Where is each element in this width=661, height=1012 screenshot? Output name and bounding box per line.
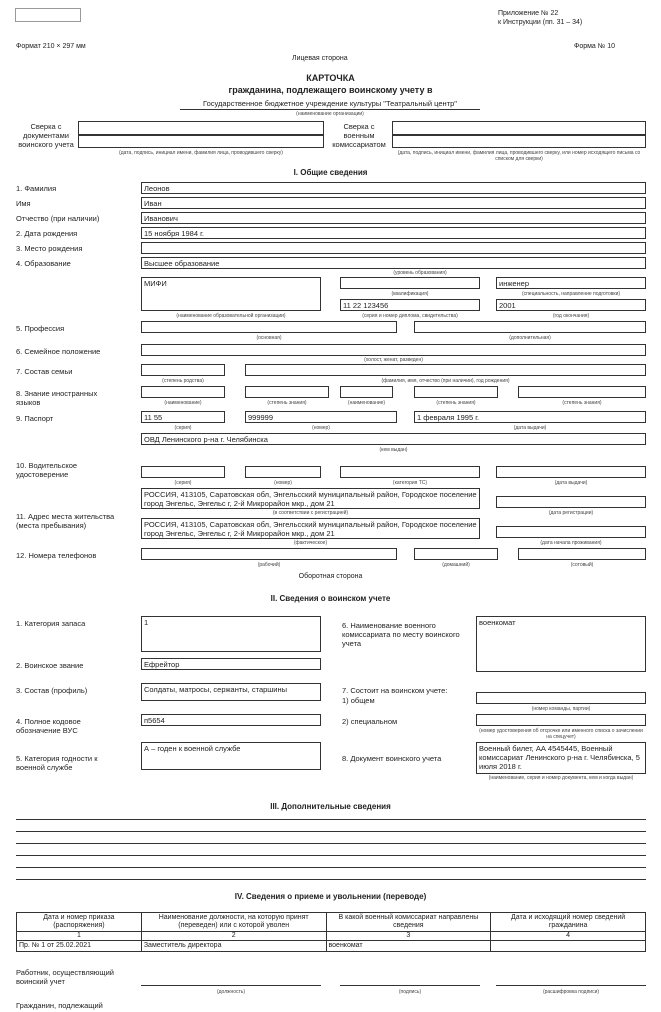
- education-field[interactable]: Высшее образование: [141, 257, 646, 269]
- education-label: 4. Образование: [16, 259, 71, 268]
- qualification-hint: (квалификация): [391, 291, 429, 297]
- license-category-field[interactable]: [340, 466, 480, 478]
- specialty-field[interactable]: инженер: [496, 277, 646, 289]
- table-number-row: [17, 932, 646, 941]
- family-name-field[interactable]: [245, 364, 646, 376]
- organization-hint: (наименование организации): [296, 111, 364, 117]
- profession-label: 5. Профессия: [16, 324, 65, 333]
- format-label: Формат 210 × 297 мм: [16, 43, 86, 50]
- back-side-label: Оборотная сторона: [298, 573, 363, 580]
- reg-date-hint: (дата регистрации): [548, 510, 594, 516]
- lang2-name-hint: (наименование): [347, 400, 386, 406]
- profession-main-field[interactable]: [141, 321, 397, 333]
- languages-label: 8. Знание иностранных языков: [16, 389, 98, 407]
- check-commissariat-hint: (дата, подпись, инициал имени, фамилия лица, проводившего сверку, или номер исходящего письма со списком для сверки): [397, 150, 641, 162]
- additional-line-4[interactable]: [16, 855, 646, 856]
- family-name-hint: (фамилия, имя, отчество (при наличии), год рождения): [381, 378, 510, 384]
- special-label: 2) специальном: [342, 717, 398, 726]
- lang1-name-field[interactable]: [141, 386, 225, 398]
- vus-label: 4. Полное кодовое обозначение ВУС: [16, 717, 81, 735]
- table-cell[interactable]: военкомат: [326, 941, 491, 952]
- diploma-field[interactable]: 11 22 123456: [340, 299, 480, 311]
- officer-position-hint: (должность): [216, 989, 246, 995]
- birthdate-label: 2. Дата рождения: [16, 229, 78, 238]
- passport-series-field[interactable]: 11 55: [141, 411, 225, 423]
- rank-label: 2. Воинское звание: [16, 661, 84, 670]
- family-label: 7. Состав семьи: [16, 367, 73, 376]
- officer-name-hint: (расшифровка подписи): [542, 989, 600, 995]
- address-label: 11. Адрес места жительства (места пребывания): [16, 512, 115, 530]
- family-relation-field[interactable]: [141, 364, 225, 376]
- phone-mobile-field[interactable]: [518, 548, 646, 560]
- license-number-hint: (номер): [274, 480, 292, 486]
- license-series-hint: (серия): [174, 480, 192, 486]
- employment-table: [16, 912, 646, 952]
- card-title: КАРТОЧКА: [306, 73, 355, 83]
- license-series-field[interactable]: [141, 466, 225, 478]
- passport-issuer-field[interactable]: ОВД Ленинского р-на г. Челябинска: [141, 433, 646, 445]
- team-hint: (номер команды, партии): [531, 706, 591, 712]
- passport-number-field[interactable]: 999999: [245, 411, 397, 423]
- front-side-label: Лицевая сторона: [292, 55, 348, 62]
- birthplace-label: 3. Место рождения: [16, 244, 83, 253]
- staff-field[interactable]: Солдаты, матросы, сержанты, старшины: [141, 683, 321, 701]
- section2-title: II. Сведения о воинском учете: [270, 594, 391, 603]
- reg-date-field[interactable]: [496, 496, 646, 508]
- card-subtitle: гражданина, подлежащего воинскому учету в: [228, 85, 433, 95]
- column-number: 2: [141, 932, 326, 941]
- qualification-field[interactable]: [340, 277, 480, 289]
- license-number-field[interactable]: [245, 466, 321, 478]
- marital-label: 6. Семейное положение: [16, 347, 101, 356]
- lang1-level-field[interactable]: [245, 386, 329, 398]
- column-number: 1: [17, 932, 142, 941]
- lang1-level-hint: (степень знания): [267, 400, 307, 406]
- license-date-hint: (дата выдачи): [554, 480, 588, 486]
- check-commissariat-label: Сверка с военным комиссариатом: [332, 122, 386, 149]
- actual-date-field[interactable]: [496, 526, 646, 538]
- surname-label: 1. Фамилия: [16, 184, 57, 193]
- officer-position-line[interactable]: [141, 985, 321, 986]
- additional-line-2[interactable]: [16, 831, 646, 832]
- phone-work-field[interactable]: [141, 548, 397, 560]
- appendix-line2: к Инструкции (пп. 31 – 34): [498, 19, 583, 26]
- surname-field[interactable]: Леонов: [141, 182, 646, 194]
- military-doc-field[interactable]: Военный билет, АА 4545445, Военный комиссариат Ленинского р-на г. Челябинска, 5 июля 2018 г.: [476, 742, 646, 774]
- additional-line-5[interactable]: [16, 867, 646, 868]
- name-field[interactable]: Иван: [141, 197, 646, 209]
- grad-year-hint: (год окончания): [552, 313, 590, 319]
- patronymic-label: Отчество (при наличии): [16, 214, 100, 223]
- category-field[interactable]: 1: [141, 616, 321, 652]
- lang1-name-hint: (наименование): [164, 400, 202, 406]
- column-header: Наименование должности, на которую принят (переведен) или с которой уволен: [141, 913, 326, 932]
- reg-address-hint: (в соответствии с регистрацией): [272, 510, 349, 516]
- passport-label: 9. Паспорт: [16, 414, 54, 423]
- column-header: В какой военный комиссариат направлены сведения: [326, 913, 491, 932]
- lang2-level-hint: (степень знания): [436, 400, 476, 406]
- license-category-hint: (категория ТС): [392, 480, 428, 486]
- additional-line-6[interactable]: [16, 879, 646, 880]
- stamp-box: [15, 8, 81, 22]
- vus-field[interactable]: п5654: [141, 714, 321, 726]
- general-label: 1) общем: [342, 696, 375, 705]
- lang3-level-hint: (степень знания): [562, 400, 602, 406]
- table-row: [17, 941, 646, 952]
- diploma-hint: (серия и номер диплома, свидетельства): [362, 313, 458, 319]
- column-header: Дата и номер приказа (распоряжения): [17, 913, 142, 932]
- commissariat-field[interactable]: военкомат: [476, 616, 646, 672]
- team-field[interactable]: [476, 692, 646, 704]
- phone-label: 12. Номера телефонов: [16, 551, 97, 560]
- specialty-hint: (специальность, направление подготовки): [521, 291, 621, 297]
- education-hint: (уровень образования): [393, 270, 447, 276]
- additional-line-3[interactable]: [16, 843, 646, 844]
- column-number: 4: [491, 932, 646, 941]
- organization-name: Государственное бюджетное учреждение культуры "Театральный центр": [180, 98, 480, 110]
- birthdate-field[interactable]: 15 ноября 1984 г.: [141, 227, 646, 239]
- table-cell[interactable]: Заместитель директора: [141, 941, 326, 952]
- military-doc-label: 8. Документ воинского учета: [342, 754, 442, 763]
- license-date-field[interactable]: [496, 466, 646, 478]
- officer-sign-hint: (подпись): [398, 989, 422, 995]
- check-docs-hint: (дата, подпись, инициал имени, фамилия лица, проводившего сверку): [119, 150, 283, 156]
- actual-address-hint: (фактическое): [293, 540, 328, 546]
- form-number: Форма № 10: [574, 43, 615, 50]
- appendix-line1: Приложение № 22: [498, 10, 559, 17]
- phone-home-field[interactable]: [414, 548, 498, 560]
- check-commissariat-field-2[interactable]: [392, 135, 646, 148]
- table-cell[interactable]: [491, 941, 646, 952]
- birthplace-field[interactable]: [141, 242, 646, 254]
- staff-label: 3. Состав (профиль): [16, 686, 88, 695]
- check-commissariat-field[interactable]: [392, 121, 646, 135]
- military-doc-hint: (наименование, серия и номер документа, кем и когда выдан): [488, 775, 634, 781]
- fitness-label: 5. Категория годности к военной службе: [16, 754, 98, 772]
- passport-issuer-hint: (кем выдан): [379, 447, 408, 453]
- marital-field[interactable]: [141, 344, 646, 356]
- institution-hint: (наименование образовательной организации): [176, 313, 286, 319]
- reg-address-field[interactable]: РОССИЯ, 413105, Саратовская обл, Энгельсский муниципальный район, Городское поселение город Энгельс, Энгельс г, 2-й Микрорайон мкр., дом 21: [141, 488, 480, 509]
- phone-home-hint: (домашний): [442, 562, 470, 568]
- commissariat-label: 6. Наименование военного комиссариата по месту воинского учета: [342, 621, 460, 648]
- special-reg-label: 7. Состоит на воинском учете:: [342, 686, 448, 695]
- section3-title: III. Дополнительные сведения: [270, 802, 391, 811]
- actual-date-hint: (дата начала проживания): [540, 540, 602, 546]
- phone-work-hint: (рабочий): [257, 562, 281, 568]
- additional-line-1[interactable]: [16, 819, 646, 820]
- grad-year-field[interactable]: 2001: [496, 299, 646, 311]
- patronymic-field[interactable]: Иванович: [141, 212, 646, 224]
- check-docs-label: Сверка с документами воинского учета: [18, 122, 74, 149]
- profession-extra-hint: (дополнительная): [509, 335, 551, 341]
- category-label: 1. Категория запаса: [16, 619, 86, 628]
- license-label: 10. Водительское удостоверение: [16, 461, 78, 479]
- passport-number-hint: (номер): [312, 425, 330, 431]
- actual-address-field[interactable]: РОССИЯ, 413105, Саратовская обл, Энгельсский муниципальный район, Городское поселение город Энгельс, Энгельс г, 2-й Микрорайон мкр., дом 21: [141, 518, 480, 539]
- column-number: 3: [326, 932, 491, 941]
- lang3-level-field[interactable]: [518, 386, 646, 398]
- section4-title: IV. Сведения о приеме и увольнении (переводе): [234, 892, 427, 901]
- officer-sign-line[interactable]: [340, 985, 480, 986]
- lang2-level-field[interactable]: [414, 386, 498, 398]
- table-header-row: [17, 913, 646, 932]
- check-docs-field[interactable]: [78, 121, 324, 135]
- column-header: Дата и исходящий номер сведений гражданина: [491, 913, 646, 932]
- lang2-name-field[interactable]: [340, 386, 393, 398]
- table-cell[interactable]: Пр. № 1 от 25.02.2021: [17, 941, 142, 952]
- institution-field[interactable]: МИФИ: [141, 277, 321, 311]
- special-field[interactable]: [476, 714, 646, 726]
- passport-date-field[interactable]: 1 февраля 1995 г.: [414, 411, 646, 423]
- profession-main-hint: (основная): [256, 335, 282, 341]
- phone-mobile-hint: (сотовый): [570, 562, 594, 568]
- officer-name-line[interactable]: [496, 985, 646, 986]
- citizen-label: Гражданин, подлежащий: [16, 1001, 103, 1010]
- section1-title: I. Общие сведения: [293, 168, 368, 177]
- rank-field[interactable]: Ефрейтор: [141, 658, 321, 670]
- passport-date-hint: (дата выдачи): [513, 425, 547, 431]
- profession-extra-field[interactable]: [414, 321, 646, 333]
- marital-hint: (холост, женат, разведен): [364, 357, 423, 363]
- passport-series-hint: (серия): [174, 425, 192, 431]
- name-label: Имя: [16, 199, 31, 208]
- fitness-field[interactable]: А – годен к военной службе: [141, 742, 321, 770]
- officer-label: Работник, осуществляющий воинский учет: [16, 968, 114, 986]
- family-relation-hint: (степень родства): [162, 378, 204, 384]
- check-docs-field-2[interactable]: [78, 135, 324, 148]
- special-hint: (номер удостоверения об отсрочке или именного списка о зачислении на спецучет): [479, 728, 643, 740]
